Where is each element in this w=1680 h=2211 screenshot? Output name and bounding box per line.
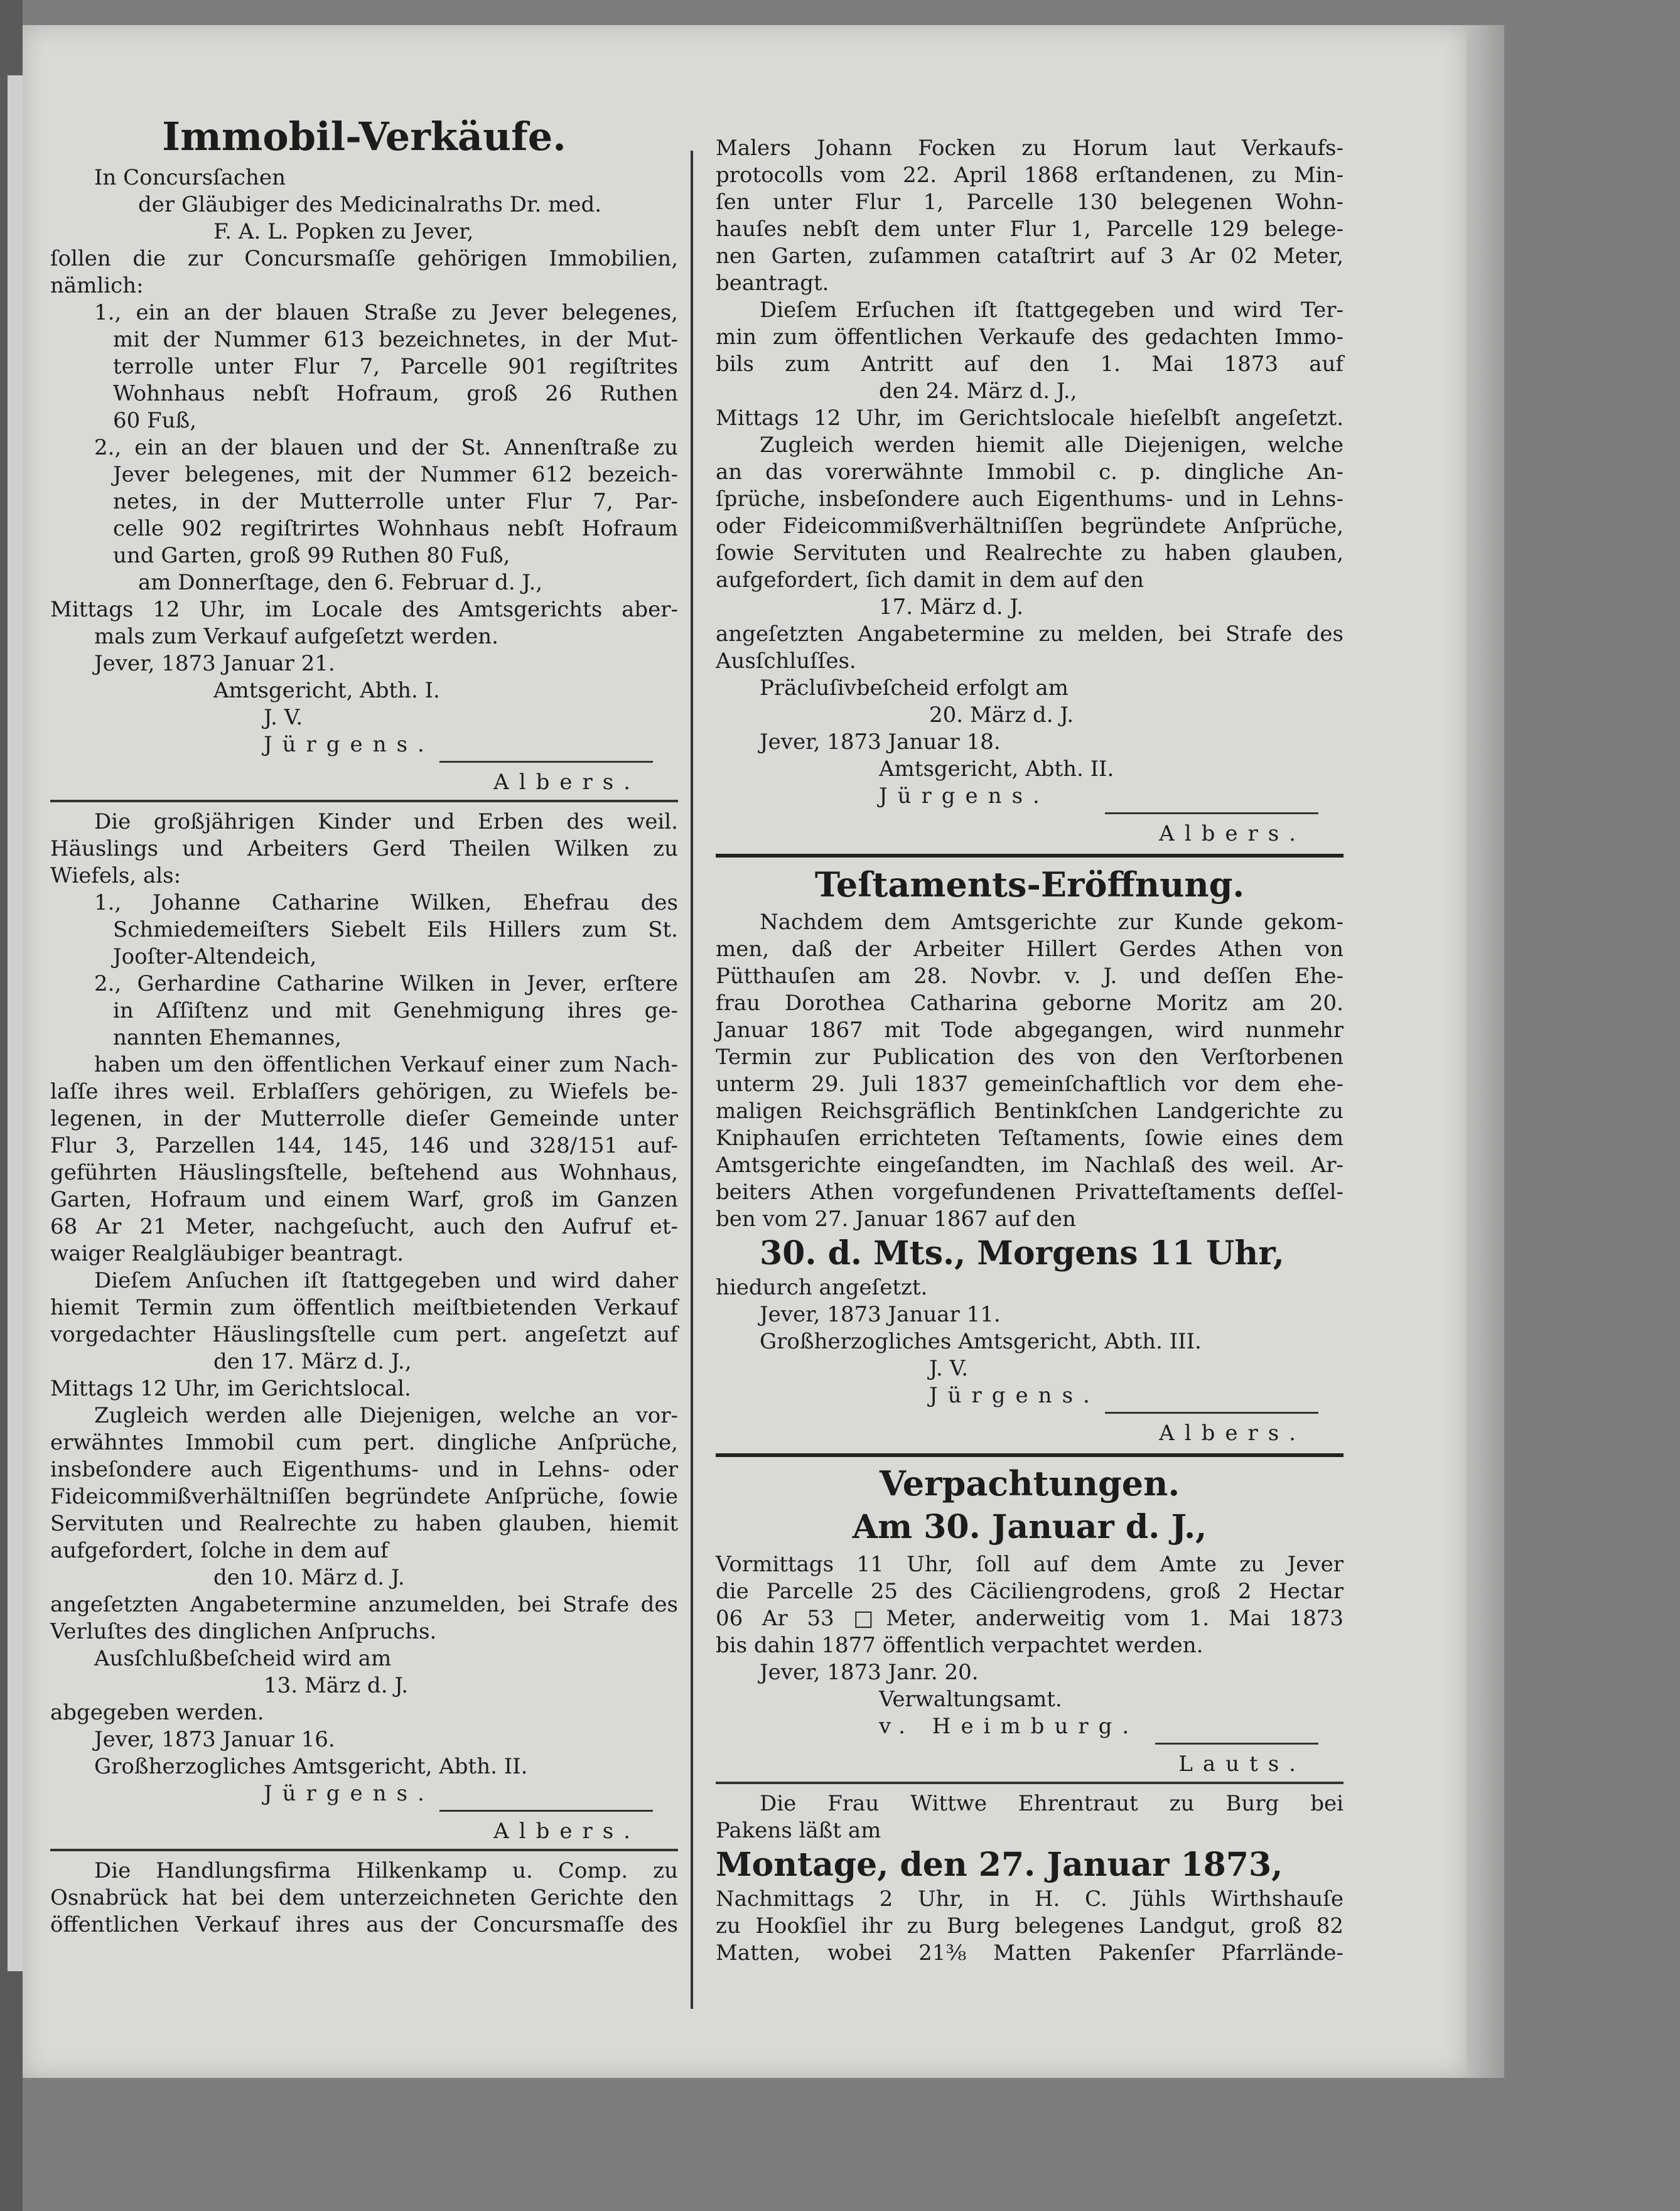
text-line: aufgefordert, ſich damit in dem auf den [716, 568, 1144, 593]
dateline: Jever, 1873 Januar 11. [760, 1302, 1001, 1327]
text-line: unterm 29. Juli 1837 gemeinſchaftlich vor dem ehe- [716, 1072, 1343, 1097]
text-line: Die Frau Wittwe Ehrentraut zu Burg bei [760, 1791, 1343, 1816]
column-divider [691, 151, 693, 2009]
immobil-heading: Immobil-Verkäufe. [162, 114, 566, 159]
text-line: nannten Ehemannes, [113, 1025, 342, 1050]
text-line: Garten, Hofraum und einem Warf, groß im Ganzen [50, 1187, 678, 1212]
text-line: maligen Reichsgräflich Bentinkſchen Landgerichte zu [716, 1099, 1343, 1124]
text-line: Amtsgerichte eingeſandten, im Nachlaß des weil. Ar- [716, 1153, 1343, 1178]
text-line: in Aſſiſtenz und mit Genehmigung ihres ge- [113, 998, 678, 1023]
text-line: Ausſchluſſes. [716, 648, 856, 674]
signature-rule [439, 761, 653, 763]
text-line: frau Dorothea Catharina geborne Moritz am 20. [716, 991, 1343, 1016]
text-line: Dieſem Erſuchen iſt ſtattgegeben und wird Ter- [760, 298, 1343, 323]
text-line: 2., Gerhardine Catharine Wilken in Jever, erſtere [94, 971, 678, 996]
signature: Jürgens. [929, 1383, 1100, 1408]
text-line: Zugleich werden hiemit alle Diejenigen, welche [760, 433, 1343, 458]
signature: Albers. [1159, 1421, 1306, 1446]
signature: Jürgens. [879, 783, 1050, 809]
signature: Lauts. [1178, 1751, 1306, 1777]
signature-rule [439, 1810, 653, 1812]
dateline: Jever, 1873 Janr. 20. [760, 1660, 979, 1685]
text-line: Jever belegenes, mit der Nummer 612 bezeich- [113, 462, 678, 487]
text-line: Zugleich werden alle Diejenigen, welche an vor- [94, 1403, 678, 1428]
text-line: geführten Häuslingsſtelle, beſtehend aus Wohnhaus, [50, 1160, 678, 1185]
text-line: Matten, wobei 21⅜ Matten Pakenſer Pfarrlände- [716, 1940, 1343, 1966]
auction-date: den 24. März d. J., [879, 379, 1077, 404]
text-line: hiedurch angeſetzt. [716, 1275, 928, 1300]
text-line: legenen, in der Mutterrolle dieſer Gemeinde unter [50, 1106, 678, 1131]
right-column [716, 135, 1343, 1967]
text-line: Die Handlungsfirma Hilkenkamp u. Comp. zu [94, 1858, 678, 1883]
text-line: Ausſchlußbeſcheid wird am [94, 1646, 392, 1671]
text-line: bils zum Antritt auf den 1. Mai 1873 auf [716, 352, 1343, 377]
text-line: ſprüche, insbeſondere auch Eigenthums- und in Lehns- [716, 487, 1343, 512]
text-line: Dieſem Anſuchen iſt ſtattgegeben und wird daher [94, 1268, 678, 1293]
court-name: Großherzogliches Amtsgericht, Abth. II. [94, 1754, 528, 1779]
deadline-date: 17. März d. J. [879, 594, 1024, 620]
testament-heading: Teſtaments-Eröffnung. [814, 864, 1245, 905]
text-line: insbeſondere auch Eigenthums- und in Lehns- oder [50, 1457, 678, 1482]
signature-rule [1155, 1743, 1318, 1745]
signature-rule [1105, 1412, 1318, 1414]
text-line: Termin zur Publication des von den Verſtorbenen [716, 1045, 1343, 1070]
text-line: Verluſtes des dinglichen Anſpruchs. [50, 1619, 437, 1644]
signature: Albers. [1159, 821, 1306, 846]
dateline: Jever, 1873 Januar 21. [94, 651, 335, 676]
text-line: ſowie Servituten und Realrechte zu haben glauben, [716, 541, 1343, 566]
court-name: Großherzogliches Amtsgericht, Abth. III. [760, 1329, 1202, 1354]
text-line: Malers Johann Focken zu Horum laut Verkaufs- [716, 136, 1343, 161]
section-rule [716, 1782, 1343, 1784]
section-rule [50, 1849, 678, 1851]
text-line: 1., ein an der blauen Straße zu Jever belegenes, [94, 300, 678, 325]
text-line: Schmiedemeiſters Siebelt Eils Hillers zum St. [113, 917, 678, 942]
signature: Albers. [493, 1819, 640, 1844]
text-line: waiger Realgläubiger beantragt. [50, 1241, 404, 1266]
text-line: Januar 1867 mit Tode abgegangen, wird nunmehr [716, 1018, 1343, 1043]
text-line: Nachmittags 2 Uhr, in H. C. Jühls Wirthshauſe [716, 1886, 1343, 1912]
text-line: celle 902 regiſtrirtes Wohnhaus nebſt Hofraum [113, 516, 678, 541]
text-line: bis dahin 1877 öffentlich verpachtet werden. [716, 1633, 1203, 1658]
text-line: haben um den öffentlichen Verkauf einer zum Nach- [94, 1052, 678, 1077]
sale-date: Montage, den 27. Januar 1873, [716, 1846, 1283, 1884]
signature-rule [1105, 812, 1318, 814]
text-line: beantragt. [716, 271, 829, 296]
text-line: ben vom 27. Januar 1867 auf den [716, 1207, 1076, 1232]
text-line: mit der Nummer 613 bezeichnetes, in der Mut- [113, 327, 678, 352]
text-line: 2., ein an der blauen und der St. Annenſtraße zu [94, 435, 678, 460]
deadline-date: 13. März d. J. [264, 1673, 409, 1698]
text-line: 1., Johanne Catharine Wilken, Ehefrau des [94, 890, 678, 915]
text-line: der Gläubiger des Medicinalraths Dr. med. [138, 192, 602, 217]
text-line: hiemit Termin zum öffentlich meiſtbietenden Verkauf [50, 1295, 678, 1320]
text-line: ſollen die zur Concursmaſſe gehörigen Immobilien, [50, 246, 678, 271]
signature: J. V. [929, 1356, 969, 1381]
text-line: Mittags 12 Uhr, im Gerichtslocal. [50, 1376, 411, 1401]
text-line: mals zum Verkauf aufgeſetzt werden. [94, 624, 498, 649]
text-line: 68 Ar 21 Meter, nachgeſucht, auch den Aufruf et- [50, 1214, 678, 1239]
text-line: netes, in der Mutterrolle unter Flur 7, Par- [113, 489, 678, 514]
left-column [50, 113, 678, 1939]
text-line: F. A. L. Popken zu Jever, [213, 219, 474, 244]
signature: Jürgens. [264, 1781, 434, 1806]
section-rule [50, 800, 678, 802]
text-line: abgegeben werden. [50, 1700, 264, 1725]
text-line: Flur 3, Parzellen 144, 145, 146 und 328/151 auf- [50, 1133, 678, 1158]
text-line: Mittags 12 Uhr, im Gerichtslocale hieſelbſt angeſetzt. [716, 406, 1343, 431]
text-line: Fideicommißverhältniſſen begründete Anſprüche, ſowie [50, 1484, 678, 1509]
text-line: beiters Athen vorgefundenen Privatteſtaments deſſel- [716, 1180, 1343, 1205]
text-line: men, daß der Arbeiter Hillert Gerdes Athen von [716, 937, 1343, 962]
text-line: ſen unter Flur 1, Parcelle 130 belegenen Wohn- [716, 190, 1343, 215]
text-line: laſſe ihres weil. Erblaſſers gehörigen, zu Wiefels be- [50, 1079, 678, 1104]
dateline: Jever, 1873 Januar 18. [760, 729, 1001, 755]
hearing-date: 30. d. Mts., Morgens 11 Uhr, [760, 1234, 1284, 1272]
lease-date: Am 30. Januar d. J., [852, 1508, 1207, 1546]
signature: Jürgens. [264, 732, 434, 757]
text-line: öffentlichen Verkauf ihres aus der Concursmaſſe des [50, 1912, 678, 1937]
court-name: Amtsgericht, Abth. II. [879, 756, 1114, 782]
text-line: 06 Ar 53 □Meter, anderweitig vom 1. Mai 1873 [716, 1606, 1343, 1631]
text-line: In Concursſachen [94, 165, 286, 190]
text-line: protocolls vom 22. April 1868 erſtandenen, zu Min- [716, 163, 1343, 188]
text-line: vorgedachter Häuslingsſtelle cum pert. angeſetzt auf [50, 1322, 678, 1347]
text-line: hauſes nebſt dem unter Flur 1, Parcelle 129 belege- [716, 217, 1343, 242]
text-line: und Garten, groß 99 Ruthen 80 Fuß, [113, 543, 510, 568]
court-name: Amtsgericht, Abth. I. [213, 678, 440, 703]
text-line: Mittags 12 Uhr, im Locale des Amtsgerichts aber- [50, 597, 678, 622]
text-line: Vormittags 11 Uhr, ſoll auf dem Amte zu Jever [716, 1552, 1343, 1577]
signature: Albers. [493, 770, 640, 795]
text-line: Jooſter-Altendeich, [113, 944, 317, 969]
dateline: Jever, 1873 Januar 16. [94, 1727, 335, 1752]
verpachtungen-heading: Verpachtungen. [879, 1463, 1180, 1504]
page-edge-shadow [1467, 25, 1504, 2078]
text-line: angeſetzten Angabetermine anzumelden, bei Strafe des [50, 1592, 678, 1617]
text-line: an das vorerwähnte Immobil c. p. dingliche An- [716, 460, 1343, 485]
text-line: nämlich: [50, 273, 144, 298]
text-line: nen Garten, zuſammen cataſtrirt auf 3 Ar 02 Meter, [716, 244, 1343, 269]
text-line: Pakens läßt am [716, 1818, 881, 1843]
text-line: Präcluſivbeſcheid erfolgt am [760, 675, 1069, 701]
signature: v. Heimburg. [879, 1714, 1139, 1739]
text-line: aufgefordert, ſolche in dem auf [50, 1538, 389, 1563]
text-line: Wiefels, als: [50, 863, 181, 888]
text-line: terrolle unter Flur 7, Parcelle 901 regiſtrites [113, 354, 678, 379]
text-line: Pütthauſen am 28. Novbr. v. J. und deſſen Ehe- [716, 964, 1343, 989]
text-line: Wohnhaus nebſt Hofraum, groß 26 Ruthen [113, 381, 678, 406]
auction-date: am Donnerſtage, den 6. Februar d. J., [138, 570, 543, 595]
adjacent-page-edge [0, 0, 23, 2211]
text-line: 60 Fuß, [113, 408, 197, 433]
section-rule [716, 854, 1343, 858]
text-line: die Parcelle 25 des Cäciliengrodens, groß 2 Hectar [716, 1579, 1343, 1604]
adjacent-page-strip [8, 75, 23, 1971]
text-line: angeſetzten Angabetermine zu melden, bei Strafe des [716, 621, 1343, 647]
text-line: Nachdem dem Amtsgerichte zur Kunde gekom- [760, 910, 1343, 935]
deadline-date: den 10. März d. J. [213, 1565, 405, 1590]
text-line: min zum öffentlichen Verkaufe des gedachten Immo- [716, 325, 1343, 350]
text-line: Häuslings und Arbeiters Gerd Theilen Wilken zu [50, 836, 678, 861]
text-line: oder Fideicommißverhältniſſen begründete Anſprüche, [716, 514, 1343, 539]
signature: J. V. [264, 705, 303, 730]
deadline-date: 20. März d. J. [929, 702, 1074, 728]
auction-date: den 17. März d. J., [213, 1349, 412, 1374]
section-rule [716, 1453, 1343, 1457]
text-line: Kniphauſen errichteten Teſtaments, ſowie eines dem [716, 1126, 1343, 1151]
text-line: erwähntes Immobil cum pert. dingliche Anſprüche, [50, 1430, 678, 1455]
text-line: Osnabrück hat bei dem unterzeichneten Gerichte den [50, 1885, 678, 1910]
text-line: Die großjährigen Kinder und Erben des weil. [94, 809, 678, 834]
text-line: zu Hookſiel ihr zu Burg belegenes Landgut, groß 82 [716, 1913, 1343, 1939]
text-line: Servituten und Realrechte zu haben glauben, hiemit [50, 1511, 678, 1536]
office-name: Verwaltungsamt. [879, 1687, 1062, 1712]
